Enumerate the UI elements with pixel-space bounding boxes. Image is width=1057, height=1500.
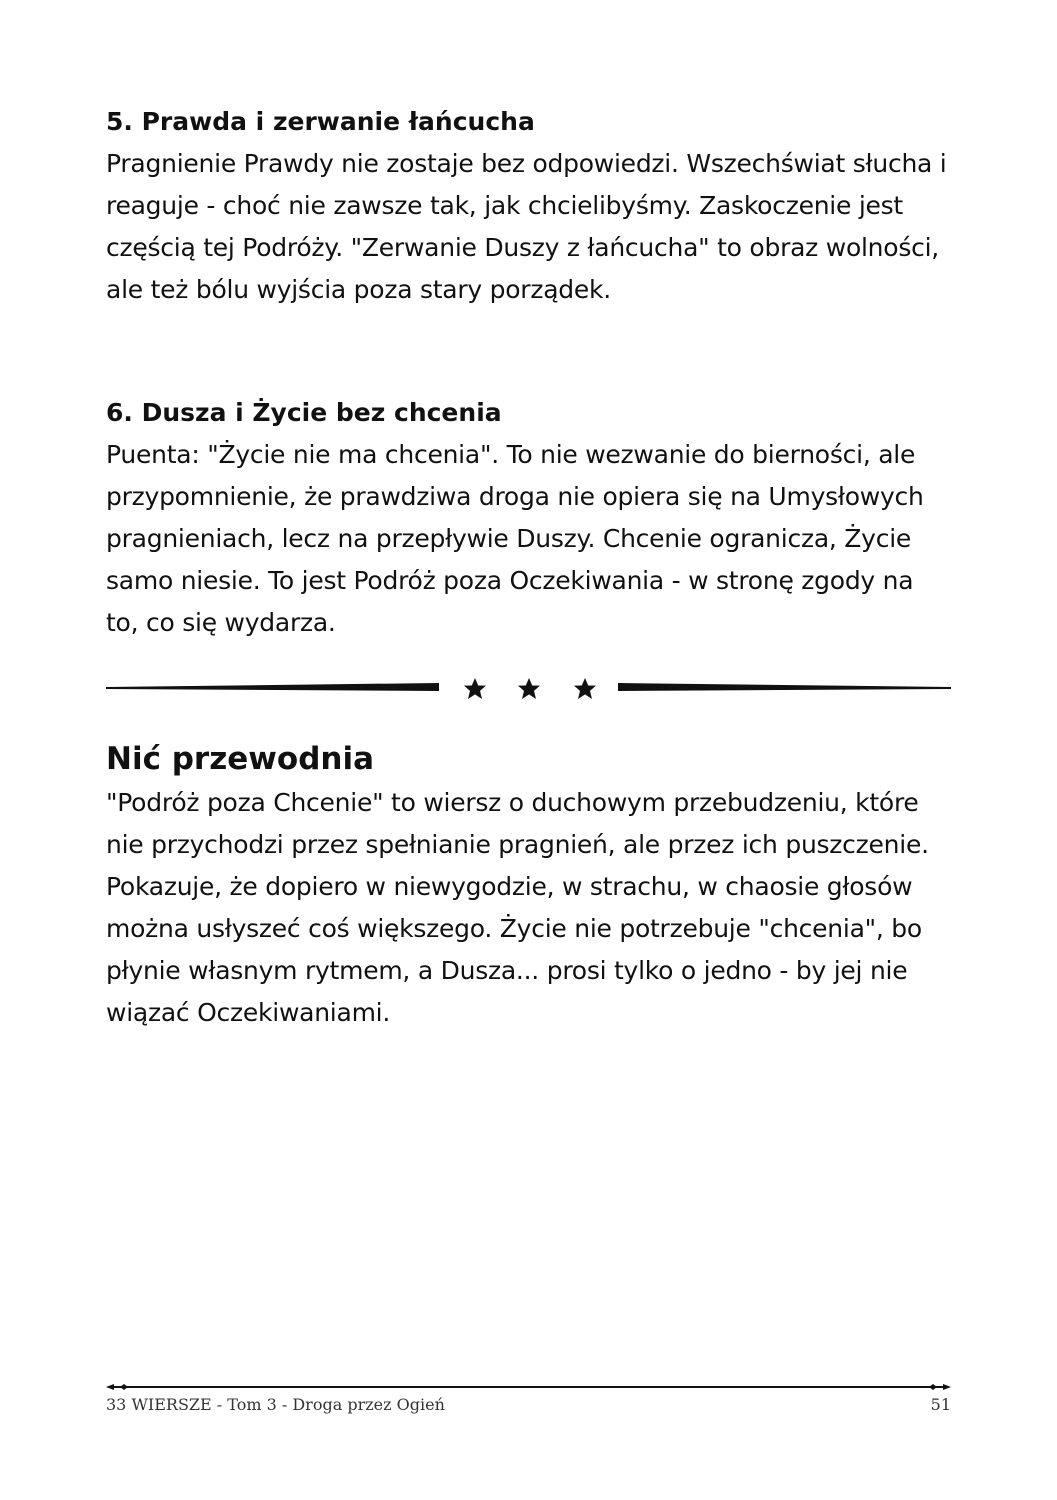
thread-heading: Nić przewodnia xyxy=(106,741,375,777)
footer-book-title: 33 WIERSZE - Tom 3 - Droga przez Ogień xyxy=(106,1395,445,1414)
footer-rule xyxy=(106,1380,951,1394)
footer-page-number: 51 xyxy=(930,1395,951,1414)
divider-line-left xyxy=(106,683,439,691)
section-5-heading: 5. Prawda i zerwanie łańcucha xyxy=(106,107,535,136)
star-icon xyxy=(574,678,596,699)
section-6-heading: 6. Dusza i Życie bez chcenia xyxy=(106,398,502,427)
star-icon xyxy=(518,678,540,699)
section-6 xyxy=(106,392,951,644)
star-divider xyxy=(106,672,951,704)
section-5 xyxy=(106,101,951,311)
section-6-text: Puenta: "Życie nie ma chcenia". To nie wezwanie do bierności, ale przypomnienie, że prawdziwa droga nie opiera się na Umysłowych pragnieniach, lecz na przepływie Duszy. Chcenie ogranicza, Życie samo niesie. To jest Podróż poza Oczekiwania - w stronę zgody na to, co się wydarza. xyxy=(106,440,924,637)
thread-section xyxy=(106,736,951,1034)
divider-line-right xyxy=(618,683,951,691)
star-icon xyxy=(464,678,486,699)
thread-text: "Podróż poza Chcenie" to wiersz o duchowym przebudzeniu, które nie przychodzi przez spełnianie pragnień, ale przez ich puszczenie. Pokazuje, że dopiero w niewygodzie, w strachu, w chaosie głosów można usłyszeć coś większego. Życie nie potrzebuje "chcenia", bo płynie własnym rytmem, a Dusza... prosi tylko o jedno - by jej nie wiązać Oczekiwaniami. xyxy=(106,788,929,1027)
section-5-text: Pragnienie Prawdy nie zostaje bez odpowiedzi. Wszechświat słucha i reaguje - choć nie zawsze tak, jak chcielibyśmy. Zaskoczenie jest częścią tej Podróży. "Zerwanie Duszy z łańcucha" to obraz wolności, ale też bólu wyjścia poza stary porządek. xyxy=(106,149,947,304)
